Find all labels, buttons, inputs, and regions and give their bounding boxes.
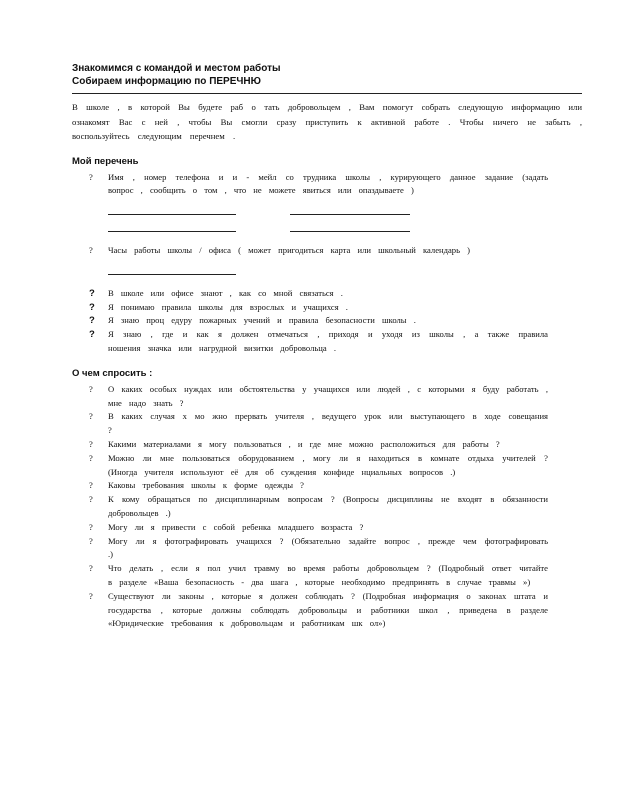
question-text: К кому обращаться по дисциплинарным вопросам ? (Вопросы дисциплины не входят в обязанности добровольцев .)	[108, 494, 548, 519]
question-item	[72, 521, 582, 535]
bullet-icon: ?	[89, 535, 93, 546]
question-text: Можно ли мне пользоваться оборудованием , могу ли я находиться в комнате отдыха учителей ? (Иногда учителя используют её для об суждения конфиде нциальных вопросов .)	[108, 452, 548, 477]
checklist-item-text: Я знаю проц едуру пожарных учений и правила безопасности школы .	[108, 315, 416, 326]
checklist-heading: Мой перечень	[72, 155, 139, 167]
blank-line[interactable]	[290, 221, 410, 232]
blank-line[interactable]	[290, 204, 410, 215]
bullet-icon: ?	[89, 563, 93, 574]
bullet-icon: ?	[89, 245, 93, 256]
question-item	[72, 438, 582, 452]
bullet-icon: ?	[89, 590, 93, 601]
question-item	[72, 410, 582, 438]
checklist-item	[72, 171, 582, 199]
question-item	[72, 452, 582, 480]
checklist-item	[72, 328, 582, 356]
question-text: Могу ли я привести с собой ребенка младшего возраста ?	[108, 521, 364, 532]
checklist-item-text: Я знаю , где и как я должен отмечаться , приходя и уходя из школы , а также правила ношения значка или нагрудной визитки добровольца .	[108, 329, 548, 354]
title-divider	[72, 93, 582, 94]
bullet-icon: ?	[89, 521, 93, 532]
question-item	[72, 590, 582, 631]
blank-lines	[108, 264, 582, 275]
bullet-icon: ?	[89, 494, 93, 505]
question-text: О каких особых нуждах или обстоятельства у учащихся или людей , с которыми я буду работать , мне надо знать ?	[108, 383, 548, 408]
blank-line[interactable]	[108, 221, 236, 232]
question-item	[72, 493, 582, 521]
blank-line[interactable]	[108, 264, 236, 275]
blank-line[interactable]	[108, 204, 236, 215]
blank-lines	[108, 204, 582, 215]
checklist-item-text: В школе или офисе знают , как со мной связаться .	[108, 287, 343, 298]
bullet-icon: ?	[89, 480, 93, 491]
question-text: Какими материалами я могу пользоваться , и где мне можно расположиться для работы ?	[108, 439, 500, 450]
checklist-item-text: Часы работы школы / офиса ( может пригодиться карта или школьный календарь )	[108, 245, 471, 256]
question-text: Существуют ли законы , которые я должен соблюдать ? (Подробная информация о законах штата и государства , которые должны соблюдать добровольцы и работники школ , приведена в разделе «Юридические требования к добровольцам и работникам шк ол»)	[108, 590, 548, 629]
question-item	[72, 383, 582, 411]
checklist-item	[72, 301, 582, 315]
bullet-icon: ?	[89, 171, 93, 182]
question-item	[72, 535, 582, 563]
checklist-item-text: Я понимаю правила школы для взрослых и учащихся .	[108, 301, 348, 312]
page-subtitle: Собираем информацию по ПЕРЕЧНЮ	[72, 76, 261, 87]
checklist-item	[72, 244, 582, 258]
blank-lines	[108, 221, 582, 232]
question-text: Каковы требования школы к форме одежды ?	[108, 480, 304, 491]
bullet-icon: ?	[89, 411, 93, 422]
checklist-item	[72, 287, 582, 301]
intro-paragraph: В школе , в которой Вы будете раб о тать добровольцем , Вам помогут собрать следующую информацию или ознакомят Вас с ней , чтобы Вы смогли сразу приступить к активной работе . Чтобы ничего не забыть , воспользуйтесь следующим перечнем .	[72, 102, 582, 141]
question-text: Что делать , если я пол учил травму во время работы добровольцем ? (Подробный ответ читайте в разделе «Ваша безопасность - два шага , которые необходимо предпринять в случае травмы »)	[108, 563, 548, 588]
bullet-icon: ?	[89, 439, 93, 450]
bullet-icon: ?	[89, 315, 95, 327]
bullet-icon: ?	[89, 329, 95, 341]
checklist-item-text: Имя , номер телефона и и - мейл со трудника школы , курирующего данное задание (задать вопрос , сообщить о том , что не можете явиться или опаздываете )	[108, 171, 548, 196]
page-title: Знакомимся с командой и местом работы	[72, 63, 281, 74]
question-item	[72, 479, 582, 493]
bullet-icon: ?	[89, 287, 95, 299]
bullet-icon: ?	[89, 301, 95, 313]
question-text: Могу ли я фотографировать учащихся ? (Обязательно задайте вопрос , прежде чем фотографировать .)	[108, 535, 548, 560]
question-text: В каких случая х мо жно прервать учителя , ведущего урок или выступающего в ходе совещания ?	[108, 411, 548, 436]
question-item	[72, 562, 582, 590]
bullet-icon: ?	[89, 383, 93, 394]
questions-heading: О чем спросить :	[72, 367, 153, 379]
checklist-item	[72, 314, 582, 328]
bullet-icon: ?	[89, 452, 93, 463]
document-page	[72, 62, 582, 631]
